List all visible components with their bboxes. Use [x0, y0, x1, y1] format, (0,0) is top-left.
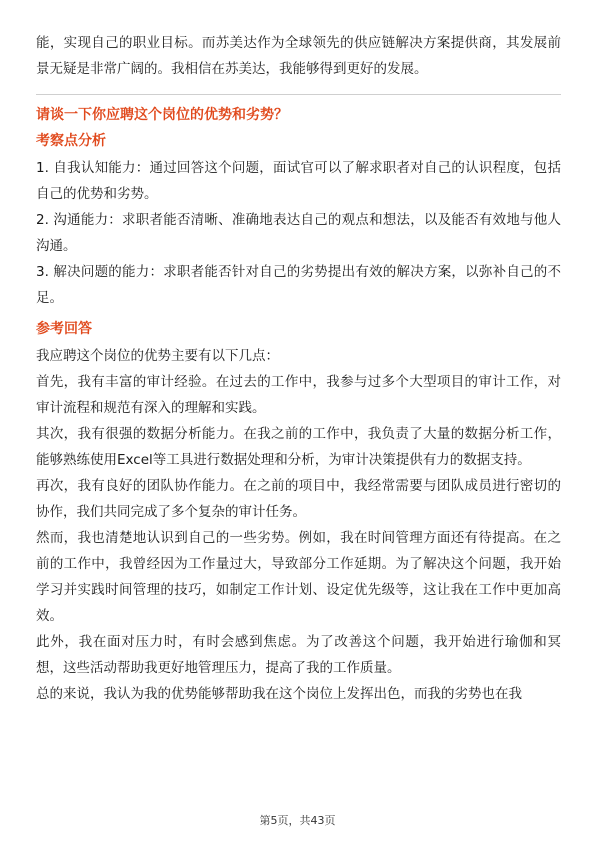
answer-heading: 参考回答	[36, 321, 92, 337]
answer-paragraph-4: 再次，我有良好的团队协作能力。在之前的项目中，我经常需要与团队成员进行密切的协作，我们共同完成了多个复杂的审计任务。	[36, 478, 561, 520]
answer-paragraph-5: 然而，我也清楚地认识到自己的一些劣势。例如，我在时间管理方面还有待提高。在之前的工作中，我曾经因为工作量过大，导致部分工作延期。为了解决这个问题，我开始学习并实践时间管理的技巧，如制定工作计划、设定优先级等，这让我在工作中更加高效。	[36, 530, 561, 624]
analysis-item-3: 3. 解决问题的能力：求职者能否针对自己的劣势提出有效的解决方案，以弥补自己的不足。	[36, 264, 561, 306]
intro-paragraph: 能，实现自己的职业目标。而苏美达作为全球领先的供应链解决方案提供商，其发展前景无疑是非常广阔的。我相信在苏美达，我能够得到更好的发展。	[36, 35, 561, 77]
answer-paragraph-6: 此外，我在面对压力时，有时会感到焦虑。为了改善这个问题，我开始进行瑜伽和冥想，这些活动帮助我更好地管理压力，提高了我的工作质量。	[36, 634, 561, 676]
page-number: 第5页，共43页	[259, 814, 336, 827]
document-page	[36, 30, 561, 707]
analysis-item-2: 2. 沟通能力：求职者能否清晰、准确地表达自己的观点和想法，以及能否有效地与他人沟通。	[36, 212, 561, 254]
analysis-item-1: 1. 自我认知能力：通过回答这个问题，面试官可以了解求职者对自己的认识程度，包括自己的优势和劣势。	[36, 160, 561, 202]
answer-paragraph-1: 我应聘这个岗位的优势主要有以下几点：	[36, 348, 279, 364]
answer-paragraph-2: 首先，我有丰富的审计经验。在过去的工作中，我参与过多个大型项目的审计工作，对审计流程和规范有深入的理解和实践。	[36, 374, 561, 416]
answer-paragraph-7: 总的来说，我认为我的优势能够帮助我在这个岗位上发挥出色，而我的劣势也在我	[36, 686, 522, 702]
answer-paragraph-3: 其次，我有很强的数据分析能力。在我之前的工作中，我负责了大量的数据分析工作，能够熟练使用Excel等工具进行数据处理和分析，为审计决策提供有力的数据支持。	[36, 426, 561, 468]
section-divider	[36, 94, 561, 95]
analysis-heading: 考察点分析	[36, 133, 106, 149]
interview-question: 请谈一下你应聘这个岗位的优势和劣势？	[36, 107, 288, 123]
